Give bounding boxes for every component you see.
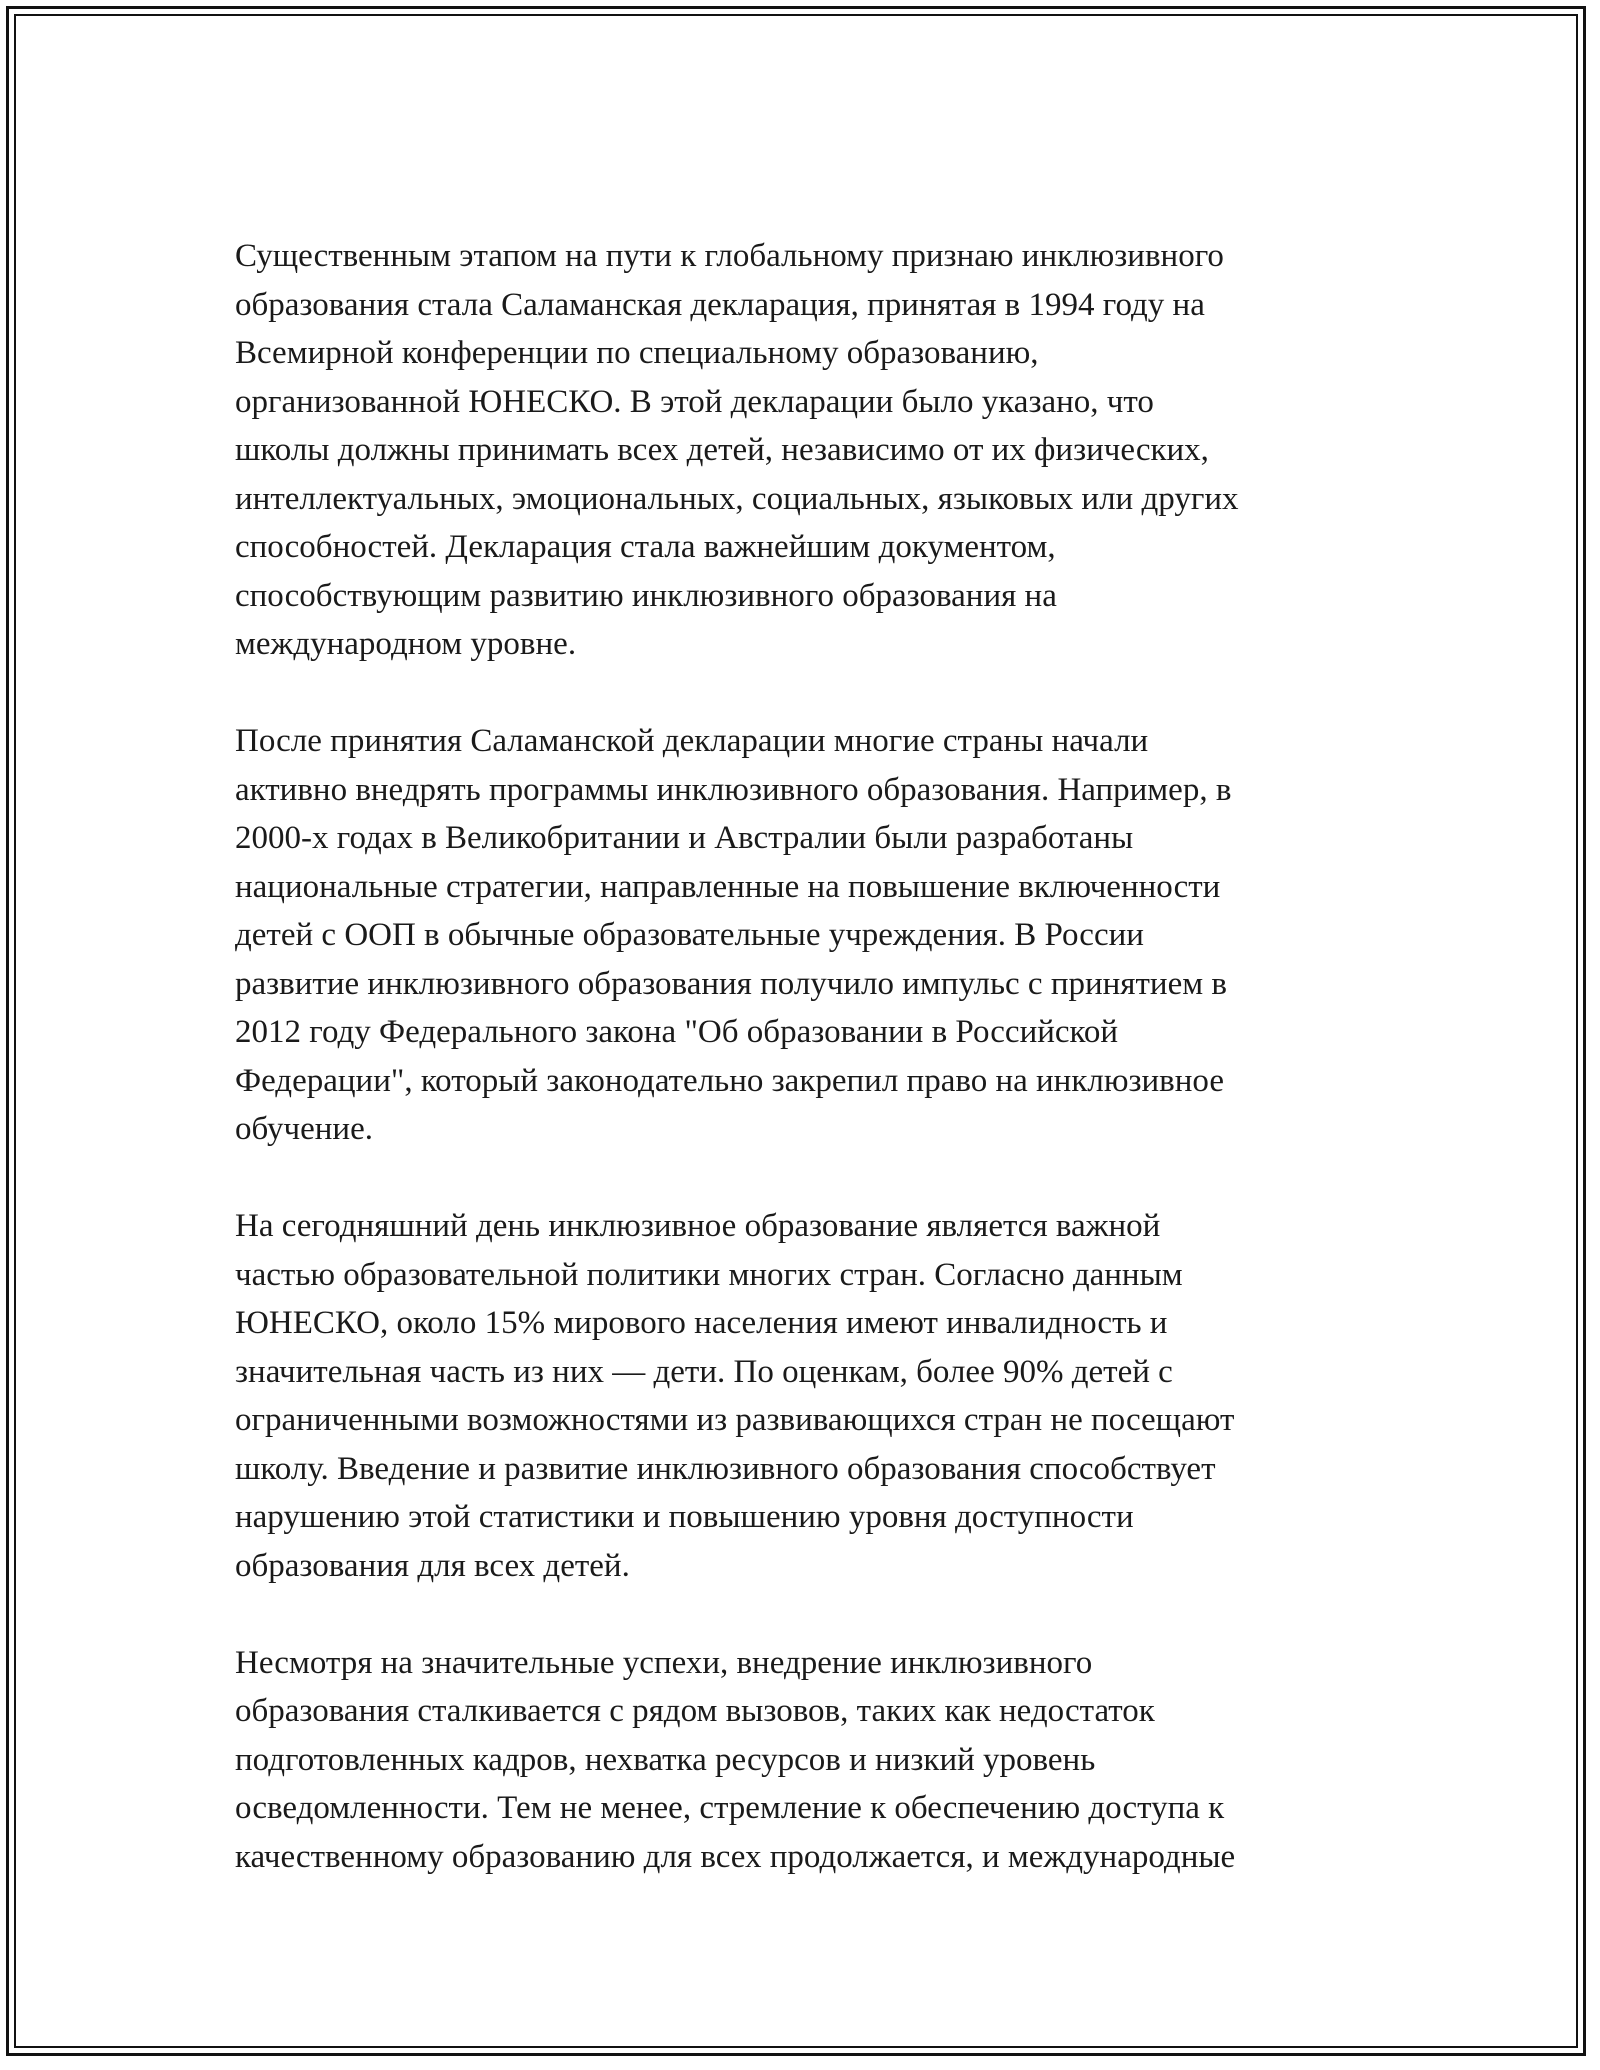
paragraph-salamanca-declaration: Существенным этапом на пути к глобальному признаю инклюзивного образования стала Саламанская декларация, принятая в 1994 году на Всемирной конференции по специальному образованию, организованной ЮНЕСКО. В этой декларации было указано, что школы должны принимать всех детей, независимо от их физических, интеллектуальных, эмоциональных, социальных, языковых или других способностей. Декларация стала важнейшим документом, способствующим развитию инклюзивного образования на международном уровне. xyxy=(235,238,1239,662)
paragraph-challenges: Несмотря на значительные успехи, внедрение инклюзивного образования сталкивается с рядом вызовов, таких как недостаток подготовленных кадров, нехватка ресурсов и низкий уровень осведомленности. Тем не менее, стремление к обеспечению доступа к качественному образованию для всех продолжается, и международные xyxy=(235,1644,1236,1875)
paragraph-current-statistics: На сегодняшний день инклюзивное образование является важной частью образовательной политики многих стран. Согласно данным ЮНЕСКО, около 15% мирового населения имеют инвалидность и значительная часть из них — дети. По оценкам, более 90% детей с ограниченными возможностями из развивающихся стран не посещают школу. Введение и развитие инклюзивного образования способствует нарушению этой статистики и повышению уровня доступности образования для всех детей. xyxy=(235,1208,1235,1584)
paragraph-national-strategies: После принятия Саламанской декларации многие страны начали активно внедрять программы инклюзивного образования. Например, в 2000-х годах в Великобритании и Австралии были разработаны национальные стратегии, направленные на повышение включенности детей с ООП в обычные образовательные учреждения. В России развитие инклюзивного образования получило импульс с принятием в 2012 году Федерального закона "Об образовании в Российской Федерации", который законодательно закрепил право на инклюзивное обучение. xyxy=(235,723,1232,1147)
document-body xyxy=(235,232,1375,1930)
